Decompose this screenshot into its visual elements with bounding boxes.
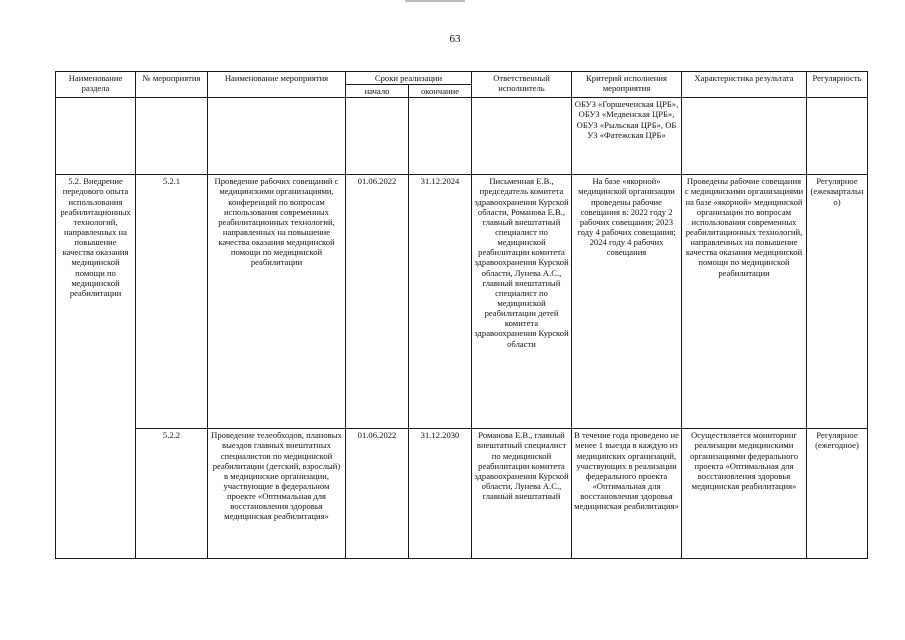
result-cell: Осуществляется мониторинг реализации медицинскими организациями федерального проекта «Оптимальная для восстановления здоровья медицинская реабилитация» [682,429,807,559]
cell-empty [682,98,807,175]
continuation-criterion: ОБУЗ «Горшеченская ЦРБ», ОБУЗ «Медвенская ЦРБ», ОБУЗ «Рыльская ЦРБ», ОБ УЗ «Фатежская ЦРБ» [572,98,682,175]
table-row [56,429,868,559]
continuation-row [56,98,868,175]
cell-empty [346,98,409,175]
executor-cell: Письменная Е.В., председатель комитета здравоохранения Курской области, Романова Е.В., главный внештатный специалист по медицинской реабилитации комитета здравоохранения Курской области, Лунева А.С., главный внештатный специалист по медицинской реабилитации детей комитета здравоохранения Курской области [472,175,572,429]
event-number: 5.2.1 [136,175,208,429]
start-date: 01.06.2022 [346,175,409,429]
start-date: 01.06.2022 [346,429,409,559]
header-result: Характеристика результата [682,72,807,98]
header-terms: Сроки реализации [346,72,472,85]
header-executor: Ответственный исполнитель [472,72,572,98]
executor-cell: Романова Е.В., главный внештатный специалист по медицинской реабилитации комитета здравоохранения Курской области, Лунева А.С., главный внештатный [472,429,572,559]
end-date: 31.12.2024 [409,175,472,429]
cell-empty [807,98,868,175]
event-name: Проведение рабочих совещаний с медицинскими организациями, конференций по вопросам использования современных реабилитационных технологий, направленных на повышение качества оказания медицинской помощи по медицинской реабилитации [208,175,346,429]
event-number: 5.2.2 [136,429,208,559]
page-number: 63 [449,33,461,45]
event-name: Проведение телеобходов, плановых выездов главных внештатных специалистов по медицинской реабилитации (детский, взрослый) в медицинские организации, участвующие в федеральном проекте «Оптимальная для восстановления здоровья медицинская реабилитация» [208,429,346,559]
end-date: 31.12.2030 [409,429,472,559]
events-table [55,71,868,559]
criterion-cell: На базе «якорной» медицинской организации проведены рабочие совещания в: 2022 году 2 рабочих совещания; 2023 году 4 рабочих совещания; 2024 году 4 рабочих совещания [572,175,682,429]
header-row [56,72,868,85]
header-end: окончание [409,85,472,98]
scan-edge [405,0,465,2]
cell-empty [409,98,472,175]
header-event: Наименование мероприятия [208,72,346,98]
cell-empty [136,98,208,175]
cell-empty [472,98,572,175]
header-section: Наименование раздела [56,72,136,98]
section-cell: 5.2. Внедрение передового опыта использования реабилитационных технологий, направленных на повышение качества оказания медицинской помощи по медицинской реабилитации [56,175,136,559]
header-start: начало [346,85,409,98]
table-row [56,175,868,429]
cell-empty [208,98,346,175]
header-criterion: Критерий исполнения мероприятия [572,72,682,98]
regularity-cell: Регулярное (ежеквартально) [807,175,868,429]
header-regularity: Регулярность [807,72,868,98]
header-num: № мероприятия [136,72,208,98]
result-cell: Проведены рабочие совещания с медицинскими организациями на базе «якорной» медицинской организации по вопросам использования современных реабилитационных технологий, направленных на повышение качества оказания медицинской помощи по медицинской реабилитации [682,175,807,429]
criterion-cell: В течение года проведено не менее 1 выезда в каждую из медицинских организаций, участвующих в реализации федерального проекта «Оптимальная для восстановления здоровья медицинская реабилитация» [572,429,682,559]
regularity-cell: Регулярное (ежегодное) [807,429,868,559]
cell-empty [56,98,136,175]
